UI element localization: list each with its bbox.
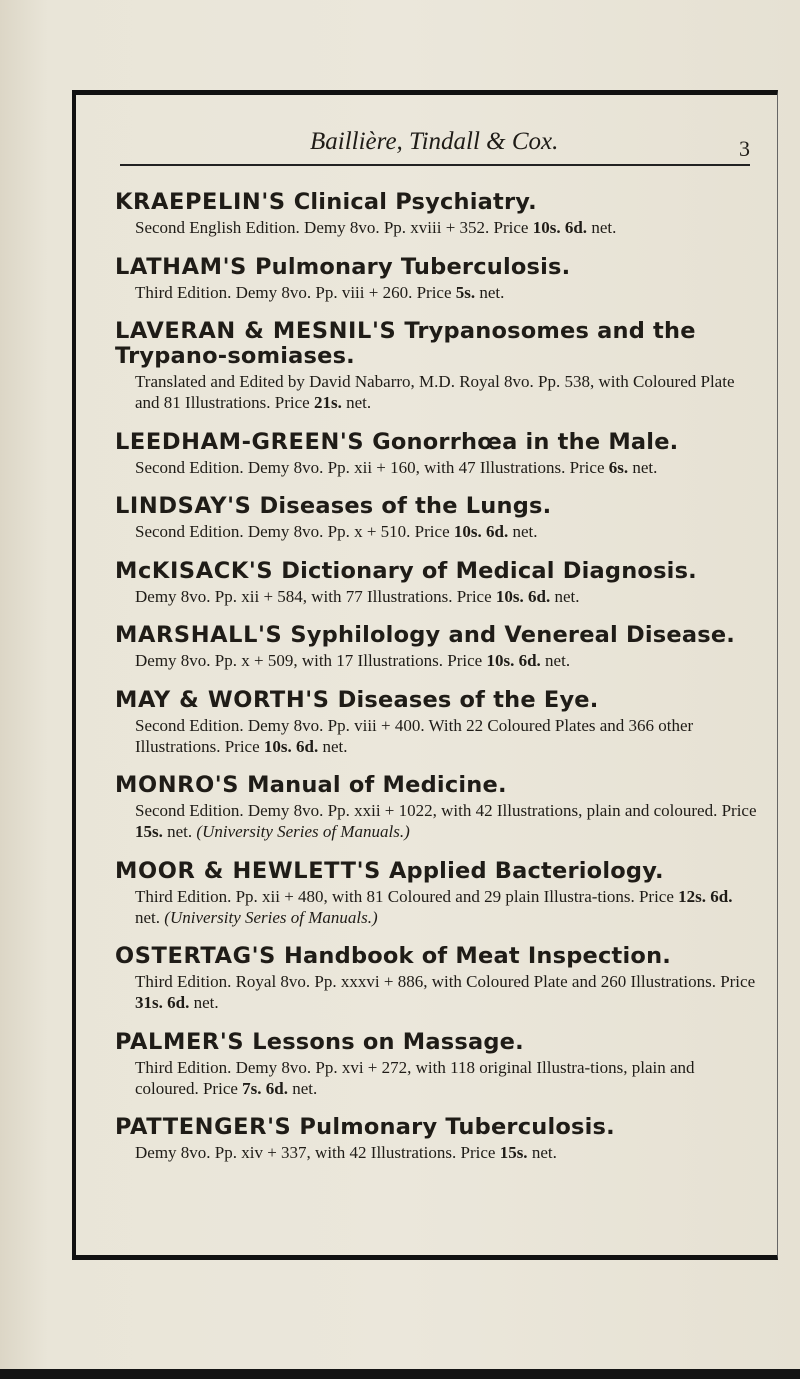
entry-details xyxy=(115,650,760,671)
entry-details-text: Second Edition. Demy 8vo. Pp. xii + 160, with 47 Illustrations. Price xyxy=(135,457,605,477)
entry-details-text: Second English Edition. Demy 8vo. Pp. xviii + 352. Price xyxy=(135,218,529,237)
catalogue-entry xyxy=(115,190,760,238)
catalogue-entry xyxy=(115,430,760,478)
entry-price-suffix: net. xyxy=(591,218,617,237)
entry-title xyxy=(115,559,760,584)
entry-title xyxy=(115,623,760,648)
entry-series: (University Series of Manuals.) xyxy=(196,822,410,841)
entry-title xyxy=(115,255,760,280)
entry-author: McKISACK'S xyxy=(115,557,274,584)
page-number: 3 xyxy=(739,136,750,161)
entry-price: 31s. 6d. xyxy=(135,993,190,1012)
entry-price-suffix: net. xyxy=(479,282,505,302)
entry-author: KRAEPELIN'S xyxy=(115,189,286,215)
entry-price-suffix: net. xyxy=(632,457,658,477)
catalogue-entry xyxy=(115,944,760,1013)
entry-author: LAVERAN & MESNIL'S xyxy=(115,318,397,344)
entry-series: (University Series of Manuals.) xyxy=(164,907,378,927)
entry-author: OSTERTAG'S xyxy=(115,943,276,969)
entry-price: 10s. 6d. xyxy=(495,586,551,606)
running-header xyxy=(120,124,750,166)
entry-price: 7s. 6d. xyxy=(242,1078,288,1098)
entry-author: MAY & WORTH'S xyxy=(115,686,330,713)
catalogue-entry xyxy=(115,494,760,542)
catalogue-entry xyxy=(115,559,760,607)
entry-book-title: Lessons on Massage. xyxy=(252,1028,524,1055)
entry-book-title: Manual of Medicine. xyxy=(247,772,507,798)
entry-details xyxy=(115,1057,760,1099)
entry-author: LINDSAY'S xyxy=(115,493,252,519)
catalogue-entry xyxy=(115,1030,760,1099)
entry-book-title: Clinical Psychiatry. xyxy=(293,189,537,215)
entry-price-suffix: net. xyxy=(135,907,161,927)
entry-author: PALMER'S xyxy=(115,1028,245,1055)
catalogue-entry xyxy=(115,255,760,303)
entry-price-suffix: net. xyxy=(512,522,538,541)
entry-author: MOOR & HEWLETT'S xyxy=(115,857,381,884)
entry-details-text: Second Edition. Demy 8vo. Pp. x + 510. Price xyxy=(135,522,450,541)
entry-author: LATHAM'S xyxy=(115,253,247,280)
entry-book-title: Handbook of Meat Inspection. xyxy=(284,943,672,969)
catalogue-entry xyxy=(115,623,760,671)
entry-price: 5s. xyxy=(455,282,476,302)
entry-details xyxy=(115,886,760,928)
entry-details xyxy=(115,800,760,842)
entry-details-text: Demy 8vo. Pp. x + 509, with 17 Illustrations. Price xyxy=(135,651,483,670)
entry-details-text: Translated and Edited by David Nabarro, M.D. Royal 8vo. Pp. 538, with Coloured Plate and 81 Illustrations. Price xyxy=(135,372,735,412)
entry-book-title: Diseases of the Lungs. xyxy=(259,493,552,519)
entry-details xyxy=(115,457,760,478)
entry-details-text: Third Edition. Demy 8vo. Pp. xvi + 272, with 118 original Illustra-tions, plain and coloured. Price xyxy=(135,1057,695,1098)
entry-price-suffix: net. xyxy=(193,993,219,1012)
entry-price-suffix: net. xyxy=(545,651,571,670)
entry-details xyxy=(115,971,760,1013)
entry-title xyxy=(115,773,760,798)
entry-price: 10s. 6d. xyxy=(263,736,319,756)
entry-title xyxy=(115,944,760,969)
entry-details-text: Second Edition. Demy 8vo. Pp. viii + 400. With 22 Coloured Plates and 366 other Illustrations. Price xyxy=(135,715,694,756)
catalogue-entry xyxy=(115,1115,760,1163)
entry-price: 15s. xyxy=(499,1143,528,1162)
entry-author: MARSHALL'S xyxy=(115,622,283,648)
entry-price: 12s. 6d. xyxy=(678,886,733,906)
entry-details xyxy=(115,1142,760,1163)
entry-title xyxy=(115,190,760,215)
publisher-header: Baillière, Tindall & Cox. xyxy=(310,128,559,155)
entry-price-suffix: net. xyxy=(167,822,193,841)
entry-book-title: Dictionary of Medical Diagnosis. xyxy=(281,557,697,584)
entry-book-title: Diseases of the Eye. xyxy=(337,686,599,713)
entry-details-text: Third Edition. Royal 8vo. Pp. xxxvi + 886, with Coloured Plate and 260 Illustrations. Price xyxy=(135,972,756,991)
entry-author: MONRO'S xyxy=(115,772,240,798)
catalogue-list xyxy=(115,190,760,1180)
catalogue-entry xyxy=(115,319,760,413)
entry-price-suffix: net. xyxy=(346,393,372,412)
entry-price: 21s. xyxy=(313,393,342,412)
entry-details xyxy=(115,282,760,303)
entry-details-text: Demy 8vo. Pp. xii + 584, with 77 Illustrations. Price xyxy=(135,586,492,606)
entry-details xyxy=(115,371,760,413)
bottom-edge-bar xyxy=(0,1369,800,1379)
entry-book-title: Gonorrhœa in the Male. xyxy=(372,428,679,455)
entry-title xyxy=(115,1030,760,1055)
entry-title xyxy=(115,494,760,519)
entry-details-text: Second Edition. Demy 8vo. Pp. xxii + 1022, with 42 Illustrations, plain and coloured. Price xyxy=(135,801,757,820)
catalogue-entry xyxy=(115,688,760,757)
entry-author: PATTENGER'S xyxy=(115,1114,292,1140)
entry-price: 6s. xyxy=(608,457,629,477)
entry-title xyxy=(115,859,760,884)
entry-price: 10s. 6d. xyxy=(453,522,509,541)
entry-price: 10s. 6d. xyxy=(532,218,588,237)
entry-details xyxy=(115,715,760,757)
entry-book-title: Trypanosomes and the Trypano-somiases. xyxy=(115,318,696,369)
entry-title xyxy=(115,319,760,369)
entry-price-suffix: net. xyxy=(531,1143,557,1162)
entry-book-title: Syphilology and Venereal Disease. xyxy=(290,622,736,648)
entry-details-text: Third Edition. Demy 8vo. Pp. viii + 260. Price xyxy=(135,282,452,302)
entry-price-suffix: net. xyxy=(322,736,348,756)
entry-details-text: Demy 8vo. Pp. xiv + 337, with 42 Illustrations. Price xyxy=(135,1143,496,1162)
entry-book-title: Pulmonary Tuberculosis. xyxy=(299,1114,615,1140)
entry-price-suffix: net. xyxy=(292,1078,318,1098)
entry-price: 15s. xyxy=(135,822,163,841)
entry-book-title: Applied Bacteriology. xyxy=(388,857,664,884)
entry-title xyxy=(115,1115,760,1140)
entry-details-text: Third Edition. Pp. xii + 480, with 81 Coloured and 29 plain Illustra-tions. Price xyxy=(135,886,674,906)
catalogue-entry xyxy=(115,859,760,928)
entry-details xyxy=(115,586,760,607)
entry-price-suffix: net. xyxy=(554,586,580,606)
entry-title xyxy=(115,430,760,455)
catalogue-entry xyxy=(115,773,760,842)
entry-title xyxy=(115,688,760,713)
entry-price: 10s. 6d. xyxy=(486,651,541,670)
entry-book-title: Pulmonary Tuberculosis. xyxy=(254,253,571,280)
entry-details xyxy=(115,521,760,542)
entry-details xyxy=(115,217,760,238)
entry-author: LEEDHAM-GREEN'S xyxy=(115,428,365,455)
